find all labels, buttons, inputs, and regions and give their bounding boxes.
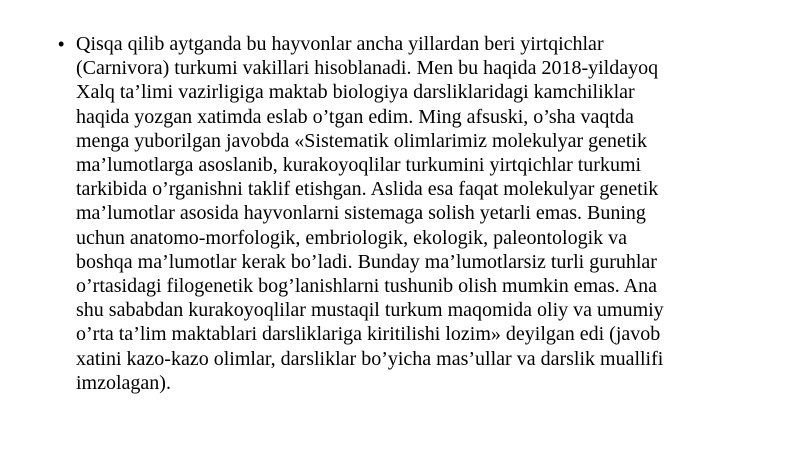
paragraph-line: o’rta ta’lim maktablari darsliklariga kiritilishi lozim» deyilgan edi (javob (76, 323, 661, 346)
paragraph-line: Qisqa qilib aytganda bu hayvonlar ancha yillardan beri yirtqichlar (76, 33, 604, 55)
paragraph-line: ma’lumotlar asosida hayvonlarni sistemaga solish yetarli emas. Buning (76, 202, 646, 225)
bullet-dot-icon: • (58, 34, 65, 54)
bullet-list (58, 32, 758, 395)
paragraph-line: (Carnivora) turkumi vakillari hisoblanadi. Men bu haqida 2018-yildayoq (76, 57, 659, 80)
paragraph-line: shu sababdan kurakoyoqlilar mustaqil turkum maqomida oliy va umumiy (76, 299, 664, 322)
paragraph-line: haqida yozgan xatimda eslab o’tgan edim. Ming afsuski, o’sha vaqtda (76, 105, 634, 128)
bullet-item (58, 32, 758, 395)
paragraph-line: uchun anatomo-morfologik, embriologik, ekologik, paleontologik va (76, 226, 628, 249)
paragraph-line: boshqa ma’lumotlar kerak bo’ladi. Bunday ma’lumotlarsiz turli guruhlar (76, 250, 657, 273)
paragraph-line: Xalq ta’limi vazirligiga maktab biologiya darsliklaridagi kamchiliklar (76, 81, 635, 104)
paragraph-line: menga yuborilgan javobda «Sistematik olimlarimiz molekulyar genetik (76, 129, 647, 152)
paragraph-line: xatini kazo-kazo olimlar, darsliklar bo’yicha mas’ullar va darslik muallifi (76, 347, 664, 370)
paragraph-line: ma’lumotlarga asoslanib, kurakoyoqlilar turkumini yirtqichlar turkumi (76, 154, 642, 177)
paragraph-line: tarkibida o’rganishni taklif etishgan. Aslida esa faqat molekulyar genetik (76, 178, 659, 201)
paragraph-line: imzolagan). (76, 371, 171, 394)
paragraph-line: o’rtasidagi filogenetik bog’lanishlarni tushunib olish mumkin emas. Ana (76, 275, 658, 298)
bullet-paragraph (76, 32, 664, 395)
